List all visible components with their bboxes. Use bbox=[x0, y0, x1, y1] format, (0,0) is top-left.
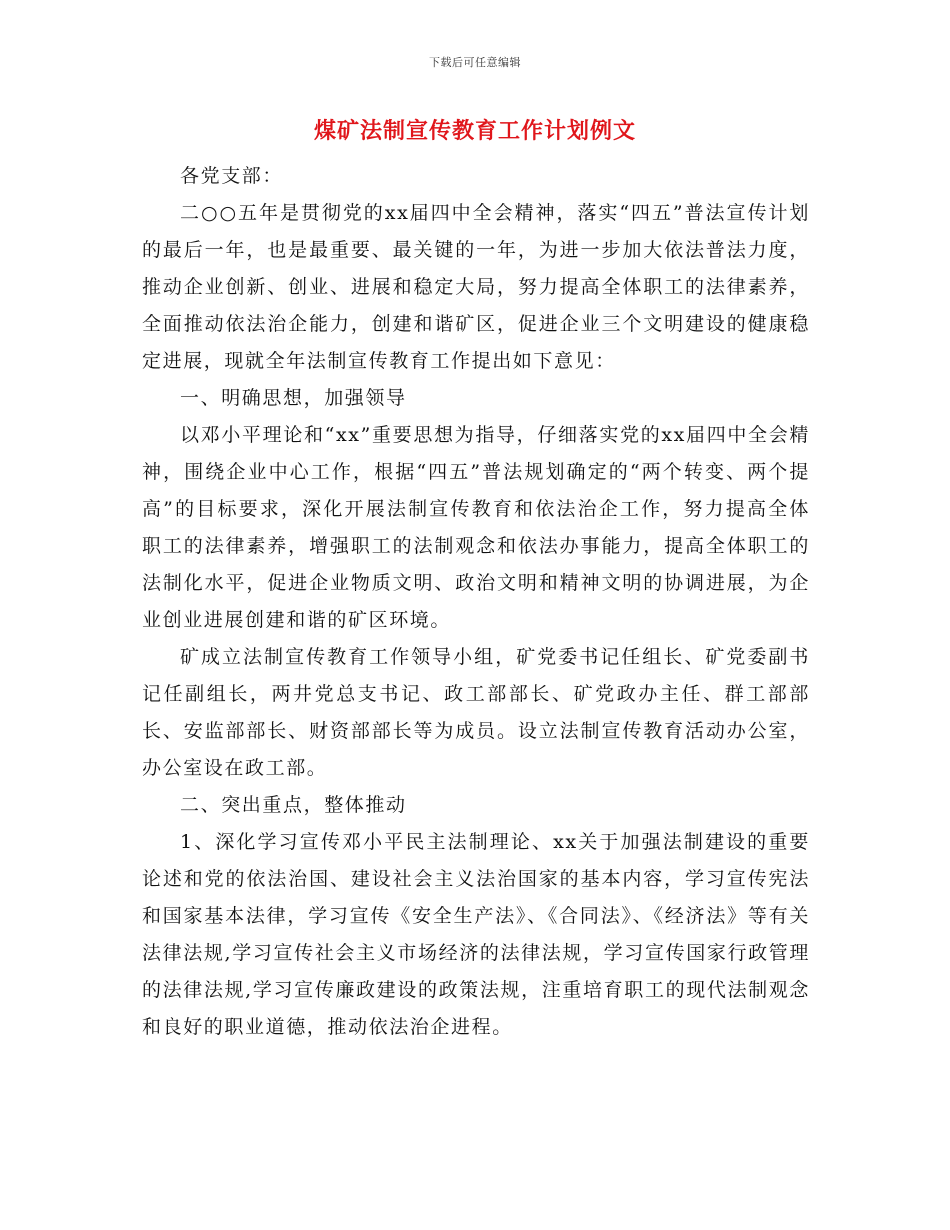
header-note: 下载后可任意编辑 bbox=[429, 56, 521, 69]
document-body bbox=[142, 158, 810, 1046]
salutation: 各党支部： bbox=[180, 165, 284, 187]
section-heading-2: 二、突出重点，整体推动 bbox=[180, 794, 407, 816]
document-title: 煤矿法制宣传教育工作计划例文 bbox=[313, 118, 636, 144]
section-heading-1: 一、明确思想，加强领导 bbox=[180, 387, 407, 409]
body-paragraph: 矿成立法制宣传教育工作领导小组，矿党委书记任组长、矿党委副书记任副组长，两井党总支书记、政工部部长、矿党政办主任、群工部部长、安监部部长、财资部部长等为成员。设立法制宣传教育活动办公室，办公室设在政工部。 bbox=[142, 646, 810, 779]
intro-paragraph: 二○○五年是贯彻党的xx届四中全会精神，落实“四五”普法宣传计划的最后一年，也是最重要、最关键的一年，为进一步加大依法普法力度，推动企业创新、创业、进展和稳定大局，努力提高全体职工的法律素养，全面推动依法治企能力，创建和谐矿区，促进企业三个文明建设的健康稳定进展，现就全年法制宣传教育工作提出如下意见： bbox=[142, 202, 810, 372]
body-paragraph: 1、深化学习宣传邓小平民主法制理论、xx关于加强法制建设的重要论述和党的依法治国、建设社会主义法治国家的基本内容，学习宣传宪法和国家基本法律，学习宣传《安全生产法》、《合同法》、《经济法》等有关法律法规,学习宣传社会主义市场经济的法律法规，学习宣传国家行政管理的法律法规,学习宣传廉政建设的政策法规，注重培育职工的现代法制观念和良好的职业道德，推动依法治企进程。 bbox=[142, 831, 810, 1038]
body-paragraph: 以邓小平理论和“xx”重要思想为指导，仔细落实党的xx届四中全会精神，围绕企业中心工作，根据“四五”普法规划确定的“两个转变、两个提高”的目标要求，深化开展法制宣传教育和依法治企工作，努力提高全体职工的法律素养，增强职工的法制观念和依法办事能力，提高全体职工的法制化水平，促进企业物质文明、政治文明和精神文明的协调进展，为企业创业进展创建和谐的矿区环境。 bbox=[142, 424, 810, 631]
